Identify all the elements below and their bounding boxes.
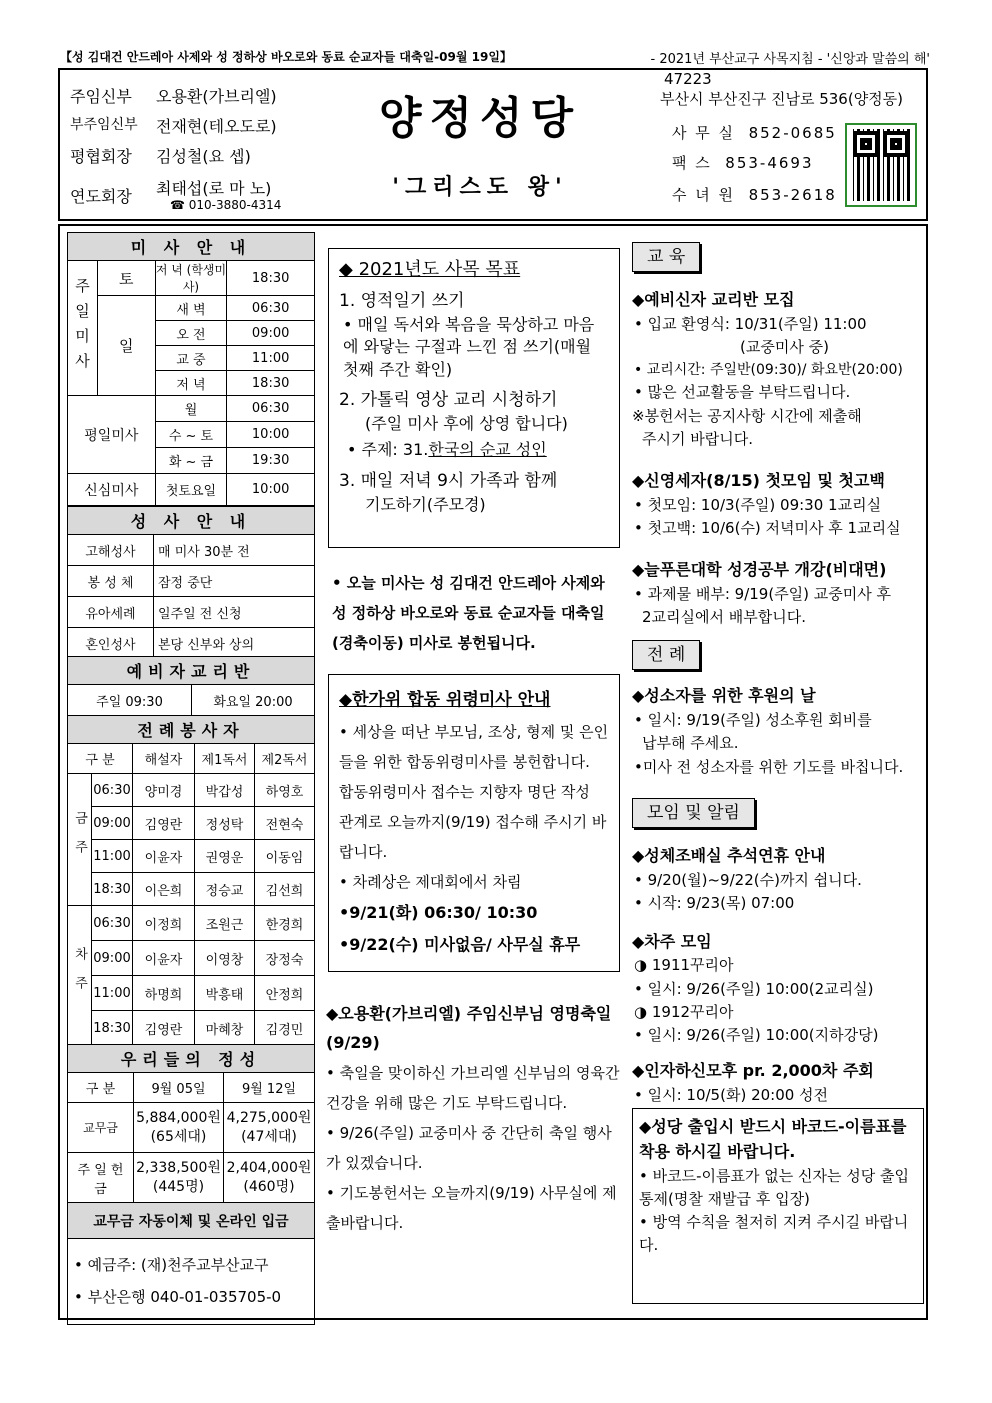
- section-title: ◆늘푸른대학 성경공부 개강(비대면): [632, 560, 887, 580]
- topic-prefix: • 주제: 31.: [347, 440, 429, 460]
- offering-table: [67, 1044, 315, 1325]
- catechumen-title: 예비자교리반: [68, 657, 315, 685]
- mass-label: 월: [155, 396, 227, 422]
- servers-table: [67, 715, 315, 1046]
- mass-time: 18:30: [227, 371, 315, 396]
- server-name: 박흥태: [195, 976, 255, 1011]
- qr-code-icon[interactable]: [845, 123, 917, 207]
- info-line: ◑ 1911꾸리아: [634, 956, 734, 975]
- goal-body: 기도하기(주모경): [365, 494, 486, 514]
- count: (445명): [152, 1178, 205, 1195]
- account-holder: • 예금주: (재)천주교부산교구: [74, 1256, 269, 1274]
- servers-header: 구 분: [68, 744, 133, 774]
- offering-header: 9월 12일: [224, 1073, 315, 1103]
- memorial-title: ◆한가위 합동 위령미사 안내: [339, 690, 551, 710]
- topic-name: 한국의 순교 성인: [428, 440, 547, 460]
- office-phone: [672, 122, 837, 143]
- sacrament-label: 혼인성사: [68, 628, 154, 659]
- memorial-note: • 차례상은 제대회에서 차림: [339, 873, 522, 891]
- goal-item: [339, 389, 609, 462]
- offering-amount: [224, 1153, 315, 1203]
- mass-time: 10:00: [227, 474, 315, 506]
- server-name: 이영창: [195, 941, 255, 976]
- server-name: 김경민: [255, 1011, 315, 1046]
- phone-number: ☎ 010-3880-4314: [170, 198, 282, 212]
- staff-role: 주임신부: [70, 87, 132, 106]
- offering-label: 교무금: [68, 1103, 134, 1153]
- address-block: [660, 70, 903, 109]
- section-title: ◆신영세자(8/15) 첫모임 및 첫고백: [632, 471, 885, 491]
- server-name: 김영란: [133, 1011, 195, 1046]
- offering-header: 구 분: [68, 1073, 134, 1103]
- liturgy-section: [632, 640, 924, 779]
- feast-title: ◆오용환(가브리엘) 주임신부님 영명축일(9/29): [326, 1004, 612, 1052]
- info-line: ※봉헌서는 공지사항 시간에 제출해: [632, 406, 862, 425]
- bulletin-body: [58, 224, 928, 1320]
- server-name: 마혜창: [195, 1011, 255, 1046]
- sunday-label: 일: [97, 296, 155, 396]
- section-title: ◆차주 모임: [632, 931, 712, 951]
- pastoral-goals-box: [328, 248, 620, 548]
- server-name: 하영호: [255, 774, 315, 807]
- info-line: (교중미사 중): [740, 338, 829, 357]
- info-line: • 교리시간: 주일반(09:30)/ 화요반(20:00): [634, 361, 903, 378]
- sacrament-value: 매 미사 30분 전: [154, 535, 315, 566]
- servers-title: 전례봉사자: [68, 716, 315, 744]
- feast-banner: 【성 김대건 안드레아 사제와 성 정하상 바오로와 동료 순교자들 대축일-09월 19일】: [60, 50, 512, 64]
- server-time: 11:00: [92, 840, 133, 873]
- server-name: 박갑성: [195, 774, 255, 807]
- server-time: 09:00: [92, 941, 133, 976]
- server-name: 김선희: [255, 873, 315, 906]
- weekday-mass-label: 평일미사: [68, 396, 156, 474]
- liturgy-tag: 전 례: [632, 640, 700, 670]
- sunday-mass-label: 주일미사: [68, 261, 98, 396]
- staff-role: 평협회장: [70, 147, 132, 166]
- info-line: • 일시: 9/26(주일) 10:00(2교리실): [634, 979, 874, 998]
- offering-header: 9월 05일: [134, 1073, 224, 1103]
- info-line: • 일시: 9/19(주일) 성소후원 회비를: [634, 711, 872, 730]
- fax-number: [672, 152, 814, 173]
- memorial-date-2: •9/22(수) 미사없음/ 사무실 휴무: [339, 935, 581, 954]
- servers-header: 제1독서: [195, 744, 255, 774]
- mass-time: 09:00: [227, 321, 315, 346]
- server-time: 11:00: [92, 976, 133, 1011]
- count: (65세대): [150, 1128, 207, 1145]
- feast-item: • 기도봉헌서는 오늘까지(9/19) 사무실에 제출바랍니다.: [326, 1183, 617, 1232]
- education-section: [632, 242, 924, 630]
- server-name: 전현숙: [255, 807, 315, 840]
- bank-account: • 부산은행 040-01-035705-0: [74, 1287, 282, 1306]
- postcode: 47223: [664, 70, 712, 88]
- amount: 5,884,000원: [136, 1110, 221, 1127]
- memorial-date-1: •9/21(화) 06:30/ 10:30: [339, 903, 538, 922]
- address: 부산시 부산진구 진남로 536(양정동): [660, 90, 904, 108]
- bulletin-header: [58, 68, 928, 221]
- devotion-mass-label: 신심미사: [68, 474, 156, 506]
- info-line: 주시기 바랍니다.: [642, 429, 753, 448]
- memorial-mass-box: [328, 674, 620, 972]
- info-line: •미사 전 성소자를 위한 기도를 바칩니다.: [634, 757, 904, 776]
- mass-time: 11:00: [227, 346, 315, 371]
- section-title: ◆성소자를 위한 후원의 날: [632, 686, 816, 706]
- server-name: 권영운: [195, 840, 255, 873]
- section-title: ◆인자하신모후 pr. 2,000차 주회: [632, 1061, 874, 1081]
- notices-tag: 모임 및 알림: [632, 798, 755, 828]
- contact-value: 852-0685: [748, 124, 837, 142]
- mass-schedule-table: [67, 232, 315, 506]
- amount: 2,404,000원: [226, 1160, 312, 1177]
- staff-name: 최태섭(로 마 노): [156, 179, 272, 198]
- server-name: 이윤자: [133, 941, 195, 976]
- mass-label: 교 중: [155, 346, 227, 371]
- mass-time: 10:00: [227, 422, 315, 448]
- server-name: 장정숙: [255, 941, 315, 976]
- servers-header: 제2독서: [255, 744, 315, 774]
- catechumen-sunday: 주일 09:30: [68, 685, 192, 716]
- goal-item: [339, 290, 609, 381]
- server-name: 이은희: [133, 873, 195, 906]
- this-week-label: 금주: [68, 774, 92, 906]
- amount: 2,338,500원: [136, 1160, 221, 1177]
- info-line: • 많은 선교활동을 부탁드립니다.: [634, 383, 851, 402]
- contact-label: 팩 스: [672, 154, 712, 172]
- offering-label: 주 일 헌 금: [68, 1153, 134, 1203]
- amount: 4,275,000원: [226, 1110, 312, 1127]
- sacrament-value: 잠정 중단: [154, 566, 315, 597]
- staff-name: 전재현(테오도로): [156, 117, 277, 136]
- mass-time: 06:30: [227, 396, 315, 422]
- church-name: 양정성당: [378, 93, 581, 144]
- convent-phone: [672, 184, 837, 205]
- catechumen-tuesday: 화요일 20:00: [192, 685, 315, 716]
- barcode-notice-box: [632, 1108, 924, 1304]
- offering-amount: [224, 1103, 315, 1153]
- server-name: 하명희: [133, 976, 195, 1011]
- section-title: ◆예비신자 교리반 모집: [632, 290, 795, 310]
- feast-item: • 9/26(주일) 교중미사 중 간단히 축일 행사가 있겠습니다.: [326, 1123, 612, 1172]
- server-name: 조원근: [195, 906, 255, 941]
- diocese-motto: - 2021년 부산교구 사목지침 - '신앙과 말씀의 해': [650, 52, 930, 67]
- sacrament-table: [67, 506, 315, 659]
- goal-heading: 3. 매일 저녁 9시 가족과 함께: [339, 470, 558, 491]
- education-tag: 교 육: [632, 242, 700, 272]
- goal-item: [339, 470, 609, 516]
- staff-name: 김성철(요 셉): [156, 147, 251, 166]
- count: (460명): [243, 1178, 295, 1195]
- info-line: • 9/20(월)~9/22(수)까지 쉽니다.: [634, 871, 862, 890]
- sacrament-value: 본당 신부와 상의: [154, 628, 315, 659]
- catechumen-table: [67, 656, 315, 716]
- server-name: 이윤자: [133, 840, 195, 873]
- server-name: 김영란: [133, 807, 195, 840]
- server-time: 18:30: [92, 873, 133, 906]
- mass-time: 18:30: [227, 261, 315, 296]
- server-time: 06:30: [92, 906, 133, 941]
- info-line: 납부해 주세요.: [642, 734, 739, 753]
- memorial-body: • 세상을 떠난 부모님, 조상, 형제 및 은인들을 위한 합동위령미사를 봉헌합니다. 합동위령미사 접수는 지향자 명단 작성 관계로 오늘까지(9/19) 접수해 주시기 바랍니다.: [339, 723, 609, 861]
- sacrament-label: 고해성사: [68, 535, 154, 566]
- offering-amount: [134, 1103, 224, 1153]
- mass-schedule-title: 미 사 안 내: [68, 233, 315, 261]
- info-line: 2교리실에서 배부합니다.: [642, 608, 806, 627]
- goals-title: ◆ 2021년도 사목 목표: [339, 259, 521, 280]
- mass-label: 첫토요일: [155, 474, 227, 506]
- mass-label: 화 ~ 금: [155, 448, 227, 474]
- mass-time: 19:30: [227, 448, 315, 474]
- next-week-label: 차주: [68, 906, 92, 1046]
- server-time: 06:30: [92, 774, 133, 807]
- server-name: 정승교: [195, 873, 255, 906]
- info-line: ◑ 1912꾸리아: [634, 1002, 734, 1021]
- server-name: 이정희: [133, 906, 195, 941]
- barcode-line: • 방역 수칙을 철저히 지켜 주시길 바랍니다.: [639, 1213, 909, 1255]
- info-line: • 입교 환영식: 10/31(주일) 11:00: [634, 315, 867, 334]
- contact-label: 사 무 실: [672, 124, 736, 142]
- info-line: • 첫고백: 10/6(수) 저녁미사 후 1교리실: [634, 519, 901, 538]
- server-name: 정성탁: [195, 807, 255, 840]
- bank-info: [68, 1239, 315, 1325]
- count: (47세대): [241, 1128, 297, 1145]
- info-line: • 일시: 9/26(주일) 10:00(지하강당): [634, 1026, 879, 1045]
- info-line: • 첫모임: 10/3(주일) 09:30 1교리실: [634, 495, 882, 514]
- feast-item: • 축일을 맞이하신 가브리엘 신부님의 영육간 건강을 위해 많은 기도 부탁드립니다.: [326, 1063, 620, 1112]
- today-mass-note: • 오늘 미사는 성 김대건 안드레아 사제와 성 정하상 바오로와 동료 순교자들 대축일(경축이동) 미사로 봉헌됩니다.: [332, 574, 605, 652]
- staff-role: 연도회장: [70, 187, 132, 206]
- servers-header: 해설자: [133, 744, 195, 774]
- sacrament-title: 성 사 안 내: [68, 507, 315, 535]
- saturday-label: 토: [97, 261, 155, 296]
- server-name: 한경희: [255, 906, 315, 941]
- goal-body: • 매일 독서와 복음을 묵상하고 마음에 와닿는 구절과 느낀 점 쓰기(매월 첫째 주간 확인): [343, 314, 595, 379]
- contact-value: 853-2618: [748, 186, 837, 204]
- mass-label: 오 전: [155, 321, 227, 346]
- server-time: 09:00: [92, 807, 133, 840]
- transfer-title: 교무금 자동이체 및 온라인 입금: [68, 1203, 315, 1239]
- contact-label: 수 녀 원: [672, 186, 736, 204]
- barcode-line: • 바코드-이름표가 없는 신자는 성당 출입 통제(명찰 재발급 후 입장): [639, 1166, 909, 1208]
- section-title: ◆성체조배실 추석연휴 안내: [632, 846, 826, 866]
- server-time: 18:30: [92, 1011, 133, 1046]
- mass-time: 06:30: [227, 296, 315, 321]
- mass-label: 수 ~ 토: [155, 422, 227, 448]
- offering-title: 우리들의 정성: [68, 1045, 315, 1073]
- goal-body: (주일 미사 후에 상영 합니다): [365, 413, 568, 433]
- sacrament-value: 일주일 전 신청: [154, 597, 315, 628]
- sacrament-label: 봉 성 체: [68, 566, 154, 597]
- staff-name: 오용환(가브리엘): [156, 87, 277, 106]
- info-line: • 시작: 9/23(목) 07:00: [634, 894, 795, 913]
- server-name: 안정희: [255, 976, 315, 1011]
- offering-amount: [134, 1153, 224, 1203]
- mass-label: 새 벽: [155, 296, 227, 321]
- liturgical-theme: '그리스도 왕': [392, 175, 568, 200]
- barcode-title: ◆성당 출입시 받드시 바코드-이름표를 착용 하시길 바랍니다.: [639, 1117, 907, 1161]
- mass-label: 저 녁 (학생미사): [155, 261, 227, 296]
- pastor-feast-section: [326, 1000, 626, 1238]
- goal-topic: [339, 439, 609, 461]
- contact-value: 853-4693: [725, 154, 814, 172]
- sacrament-label: 유아세례: [68, 597, 154, 628]
- info-line: • 과제물 배부: 9/19(주일) 교중미사 후: [634, 585, 892, 604]
- info-line: • 일시: 10/5(화) 20:00 성전: [634, 1086, 829, 1105]
- staff-role: 부주임신부: [70, 117, 138, 133]
- mass-label: 저 녁: [155, 371, 227, 396]
- notices-section: [632, 798, 924, 1107]
- server-name: 이동임: [255, 840, 315, 873]
- server-name: 양미경: [133, 774, 195, 807]
- goal-heading: 2. 가톨릭 영상 교리 시청하기: [339, 390, 558, 411]
- goal-heading: 1. 영적일기 쓰기: [339, 291, 465, 312]
